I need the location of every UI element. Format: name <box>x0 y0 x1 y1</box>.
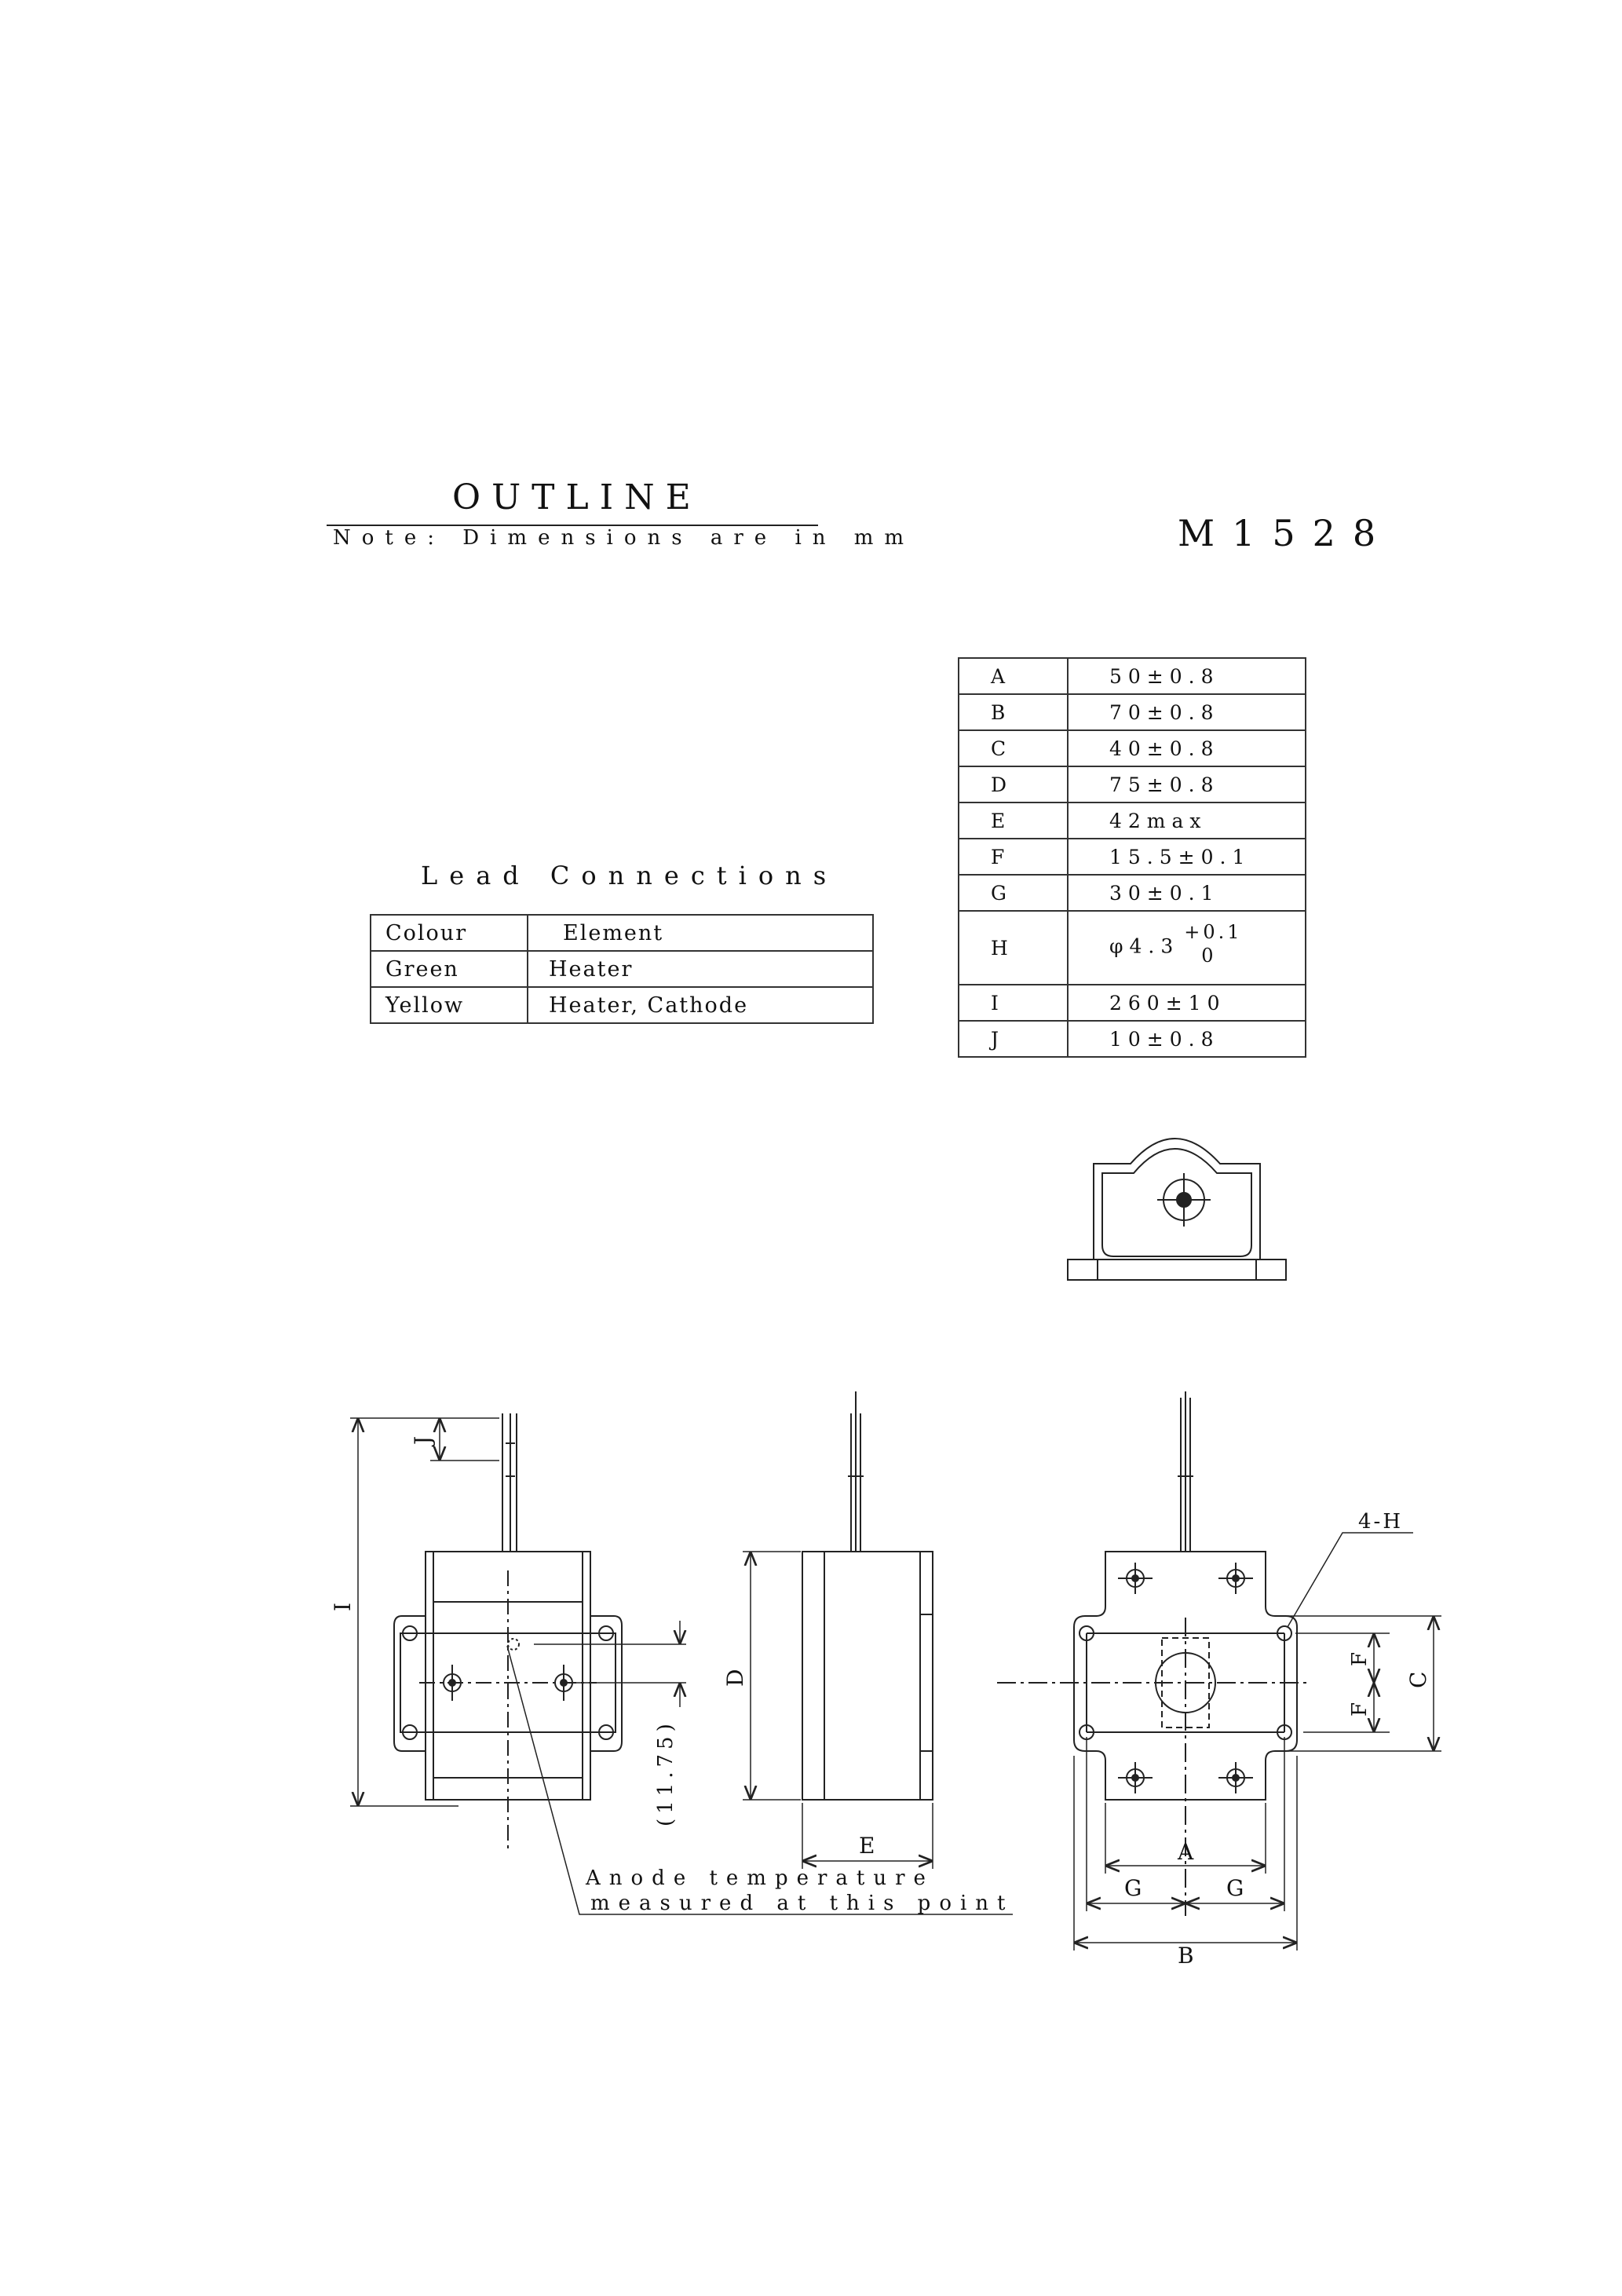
dim-value: 15.5±0.1 <box>1068 839 1306 875</box>
bracket-detail-view <box>1068 1139 1286 1280</box>
dim-value: 40±0.8 <box>1068 730 1306 766</box>
dim-value: 75±0.8 <box>1068 766 1306 803</box>
tolerance-lower: 0 <box>1201 945 1217 967</box>
label-f2: F <box>1348 1702 1372 1717</box>
label-j: J <box>410 1435 436 1445</box>
dim-value: 70±0.8 <box>1068 694 1306 730</box>
dim-key: E <box>959 803 1068 839</box>
front-view <box>350 1413 1013 1914</box>
dim-value: 50±0.8 <box>1068 658 1306 694</box>
dim-key: A <box>959 658 1068 694</box>
dim-key: B <box>959 694 1068 730</box>
header-colour: Colour <box>371 915 528 951</box>
label-a: A <box>1178 1839 1194 1865</box>
label-c: C <box>1405 1671 1431 1688</box>
lead-colour: Green <box>371 951 528 987</box>
dim-value: 260±10 <box>1068 985 1306 1021</box>
label-f1: F <box>1348 1651 1372 1666</box>
dim-key: D <box>959 766 1068 803</box>
rear-view <box>997 1391 1441 1951</box>
drawing-labels <box>330 1436 1431 1969</box>
lead-element: Heater, Cathode <box>528 987 873 1023</box>
tolerance-upper: +0.1 <box>1184 921 1243 943</box>
annotation-line-1: Anode temperature <box>586 1866 934 1890</box>
dim-key: F <box>959 839 1068 875</box>
dim-value: 30±0.1 <box>1068 875 1306 911</box>
label-i: I <box>330 1602 356 1611</box>
dim-key: G <box>959 875 1068 911</box>
label-holes: 4-H <box>1358 1510 1404 1534</box>
dim-value: φ4.3 <box>1109 934 1180 958</box>
side-view <box>743 1391 933 1869</box>
header-element: Element <box>528 915 873 951</box>
label-g2: G <box>1226 1875 1244 1901</box>
dim-key: H <box>959 911 1068 985</box>
dim-value: 10±0.8 <box>1068 1021 1306 1057</box>
lead-element: Heater <box>528 951 873 987</box>
model-number: M1528 <box>1178 512 1394 554</box>
label-e: E <box>859 1833 875 1859</box>
lead-connections-title: Lead Connections <box>421 861 838 890</box>
lead-colour: Yellow <box>371 987 528 1023</box>
label-b: B <box>1178 1943 1194 1969</box>
dim-key: I <box>959 985 1068 1021</box>
label-offset: (11.75) <box>654 1719 678 1826</box>
label-g1: G <box>1124 1875 1142 1901</box>
annotation-line-2: measured at this point <box>590 1892 1014 1915</box>
dim-value: 42max <box>1068 803 1306 839</box>
units-note: Note: Dimensions are in mm <box>333 526 915 550</box>
label-d: D <box>722 1669 748 1687</box>
dim-key: C <box>959 730 1068 766</box>
dim-key: J <box>959 1021 1068 1057</box>
page-title: OUTLINE <box>452 477 702 517</box>
